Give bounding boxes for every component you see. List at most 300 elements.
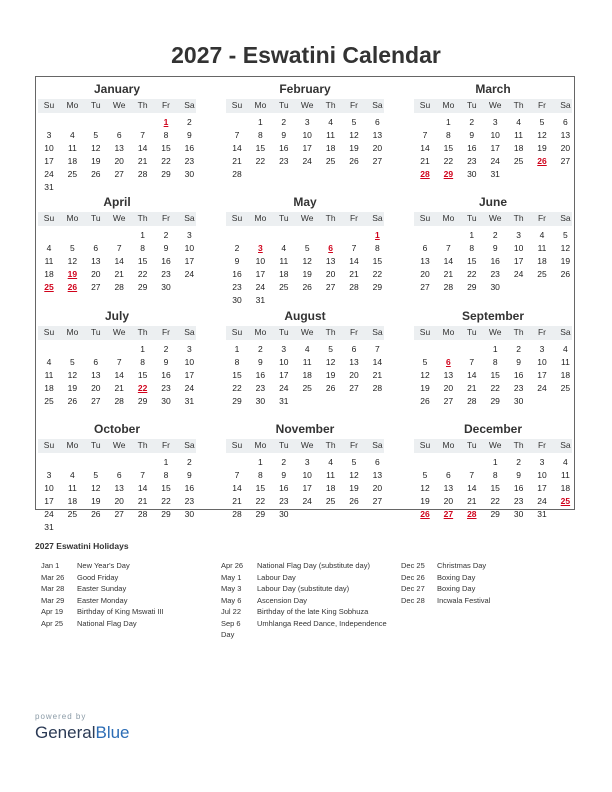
day-cell: 15 [467, 256, 477, 266]
day-cell: 7 [140, 470, 145, 480]
day-cell: 9 [234, 256, 240, 266]
day-cell: 4 [46, 243, 52, 253]
weekday-header [414, 439, 572, 453]
day-cell: 10 [255, 256, 266, 266]
day-cell: 15 [161, 143, 171, 153]
weekday-label: Mo [442, 440, 455, 450]
day-cell: 17 [44, 496, 54, 506]
day-cell: 17 [184, 370, 195, 380]
day-cell: 16 [513, 370, 524, 380]
weekday-label: Sa [184, 100, 195, 110]
holiday-name: Good Friday [77, 572, 119, 582]
day-cell: 6 [375, 117, 380, 127]
day-cell: 5 [328, 344, 333, 354]
day-cell: 4 [304, 344, 310, 354]
day-cell: 14 [232, 143, 242, 153]
day-cell: 21 [372, 370, 383, 380]
day-cell: 6 [116, 130, 122, 140]
weekday-label: Th [137, 327, 148, 337]
weekday-label: We [112, 327, 126, 337]
day-cell: 21 [137, 156, 148, 166]
weekday-label: Mo [254, 213, 267, 223]
day-cell: 8 [234, 357, 240, 367]
day-cell: 20 [443, 496, 454, 506]
holiday-name: Labour Day [257, 572, 296, 582]
holiday-name: Easter Monday [77, 595, 128, 605]
day-cell: 2 [163, 230, 169, 240]
weekday-header [38, 99, 196, 113]
day-cell: 29 [232, 396, 242, 406]
weekday-label: We [300, 327, 314, 337]
weekday-label: We [112, 440, 126, 450]
day-cell: 27 [91, 396, 101, 406]
day-cell: 31 [44, 182, 54, 192]
day-cell: 8 [469, 243, 475, 253]
month-name: June [478, 195, 507, 209]
day-cell: 26 [302, 282, 312, 292]
weekday-header [226, 326, 384, 340]
weekday-label: Th [325, 100, 336, 110]
holiday-name: Christmas Day [437, 561, 487, 570]
day-cell: 27 [114, 169, 124, 179]
holiday-date: Jul 22 [221, 607, 242, 616]
day-cell: 25 [513, 156, 524, 166]
holiday-day: 1 [375, 230, 380, 240]
day-cell: 22 [490, 383, 500, 393]
brand-part-2: Blue [95, 723, 130, 742]
day-cell: 28 [232, 169, 242, 179]
day-cell: 21 [232, 496, 242, 506]
weekday-label: We [300, 213, 314, 223]
weekday-label: Sa [372, 327, 383, 337]
day-cell: 31 [279, 396, 289, 406]
day-cell: 19 [91, 496, 101, 506]
day-cell: 16 [255, 370, 266, 380]
day-cell: 23 [184, 156, 195, 166]
day-cell: 14 [467, 483, 477, 493]
day-cell: 5 [93, 470, 99, 480]
day-cell: 12 [349, 130, 359, 140]
day-cell: 16 [467, 143, 477, 153]
weekday-label: Mo [254, 100, 267, 110]
day-cell: 19 [349, 143, 359, 153]
day-cell: 2 [258, 344, 263, 354]
day-cell: 13 [420, 256, 430, 266]
weekday-label: Th [513, 327, 524, 337]
day-cell: 25 [325, 496, 336, 506]
day-cell: 27 [114, 509, 124, 519]
day-cell: 17 [302, 483, 312, 493]
month-february [226, 82, 384, 192]
day-cell: 24 [302, 496, 312, 506]
weekday-label: Fr [349, 100, 359, 110]
holiday-date: May 3 [221, 584, 242, 593]
day-cell: 27 [349, 383, 359, 393]
day-cell: 12 [91, 143, 101, 153]
day-cell: 16 [513, 483, 524, 493]
holiday-day: 28 [420, 169, 430, 179]
weekday-header [414, 326, 572, 340]
day-cell: 7 [234, 130, 240, 140]
day-cell: 4 [563, 457, 568, 467]
day-cell: 13 [372, 130, 383, 140]
weekday-header [226, 439, 384, 453]
day-cell: 13 [91, 370, 101, 380]
day-cell: 14 [420, 143, 430, 153]
day-cell: 12 [325, 357, 336, 367]
month-name: August [284, 309, 326, 323]
day-cell: 10 [302, 470, 312, 480]
month-name: November [275, 422, 335, 436]
month-march [414, 82, 572, 192]
day-cell: 27 [372, 496, 383, 506]
day-cell: 13 [443, 483, 454, 493]
day-cell: 10 [537, 357, 547, 367]
weekday-label: Fr [161, 440, 171, 450]
day-cell: 3 [46, 130, 52, 140]
day-cell: 29 [161, 509, 171, 519]
day-cell: 28 [443, 282, 454, 292]
day-cell: 30 [513, 509, 524, 519]
day-cell: 24 [184, 383, 195, 393]
day-cell: 31 [255, 295, 266, 305]
day-cell: 29 [467, 282, 477, 292]
weekday-header [414, 99, 572, 113]
day-cell: 14 [232, 483, 242, 493]
day-cell: 19 [302, 269, 312, 279]
day-cell: 31 [490, 169, 500, 179]
weekday-label: Mo [442, 213, 455, 223]
day-cell: 4 [516, 117, 521, 127]
day-cell: 17 [537, 483, 547, 493]
weekday-label: Su [419, 213, 431, 223]
weekday-label: Su [419, 440, 431, 450]
day-cell: 11 [326, 470, 335, 480]
day-cell: 24 [279, 383, 289, 393]
holiday-date: May 6 [221, 595, 242, 605]
weekday-label: Su [43, 327, 55, 337]
day-cell: 9 [516, 357, 521, 367]
weekday-label: Tu [278, 213, 289, 223]
weekday-label: Th [513, 213, 524, 223]
weekday-label: We [488, 213, 502, 223]
weekday-label: Mo [66, 100, 79, 110]
day-cell: 29 [255, 509, 266, 519]
day-cell: 6 [116, 470, 122, 480]
day-cell: 9 [516, 470, 521, 480]
day-cell: 11 [67, 483, 77, 493]
month-may [226, 195, 384, 305]
day-cell: 23 [467, 156, 477, 166]
day-cell: 1 [140, 230, 145, 240]
day-cell: 14 [137, 143, 148, 153]
day-cell: 19 [560, 256, 571, 266]
day-cell: 19 [349, 483, 359, 493]
day-cell: 29 [161, 169, 171, 179]
day-cell: 3 [46, 470, 52, 480]
day-cell: 14 [372, 357, 383, 367]
day-cell: 10 [513, 243, 524, 253]
day-cell: 27 [420, 282, 430, 292]
day-cell: 20 [372, 483, 383, 493]
day-cell: 30 [255, 396, 266, 406]
day-cell: 5 [422, 357, 428, 367]
day-cell: 17 [44, 156, 54, 166]
holiday-day: 19 [67, 269, 78, 279]
day-cell: 20 [443, 383, 454, 393]
day-cell: 7 [116, 243, 122, 253]
day-cell: 21 [467, 496, 477, 506]
month-november [226, 422, 384, 532]
day-cell: 28 [372, 383, 383, 393]
day-cell: 25 [67, 169, 78, 179]
day-cell: 2 [469, 117, 475, 127]
day-cell: 9 [258, 357, 263, 367]
holiday-name: Easter Sunday [77, 584, 127, 593]
day-cell: 5 [93, 130, 99, 140]
day-cell: 23 [161, 383, 171, 393]
weekday-label: Sa [560, 213, 571, 223]
weekday-label: Fr [537, 213, 547, 223]
weekday-label: Sa [372, 100, 383, 110]
day-cell: 28 [349, 282, 359, 292]
day-cell: 30 [161, 282, 171, 292]
day-cell: 9 [187, 130, 192, 140]
day-cell: 22 [255, 156, 266, 166]
brand-part-1: General [35, 723, 96, 742]
day-cell: 16 [490, 256, 500, 266]
day-cell: 23 [513, 496, 524, 506]
day-cell: 2 [187, 117, 192, 127]
day-cell: 15 [255, 143, 266, 153]
weekday-label: Su [43, 440, 55, 450]
weekday-label: Mo [66, 213, 79, 223]
day-cell: 7 [375, 344, 380, 354]
day-cell: 12 [349, 470, 359, 480]
day-cell: 29 [490, 396, 500, 406]
day-cell: 25 [560, 383, 571, 393]
holiday-day: 29 [443, 169, 454, 179]
day-cell: 14 [443, 256, 454, 266]
day-cell: 8 [258, 130, 263, 140]
day-cell: 15 [372, 256, 383, 266]
weekday-label: Th [513, 440, 524, 450]
day-cell: 12 [67, 370, 78, 380]
weekday-label: We [488, 100, 502, 110]
weekday-label: Tu [90, 213, 101, 223]
weekday-label: Fr [537, 100, 547, 110]
weekday-header [226, 99, 384, 113]
holiday-day: 22 [137, 383, 148, 393]
day-cell: 31 [44, 522, 54, 532]
day-cell: 21 [114, 269, 124, 279]
day-cell: 6 [375, 457, 380, 467]
day-cell: 21 [137, 496, 148, 506]
day-cell: 2 [163, 344, 169, 354]
day-cell: 29 [137, 396, 148, 406]
day-cell: 16 [161, 256, 171, 266]
day-cell: 14 [349, 256, 359, 266]
weekday-label: Tu [90, 327, 101, 337]
day-cell: 1 [140, 344, 145, 354]
day-cell: 4 [281, 243, 287, 253]
weekday-label: Sa [560, 440, 571, 450]
weekday-label: Sa [184, 213, 195, 223]
holiday-day: 26 [537, 156, 547, 166]
day-cell: 22 [490, 496, 500, 506]
day-cell: 30 [279, 509, 289, 519]
day-cell: 21 [467, 383, 477, 393]
day-cell: 5 [70, 243, 75, 253]
day-cell: 9 [163, 357, 169, 367]
holiday-date: Mar 28 [41, 584, 65, 593]
weekday-label: Fr [161, 100, 171, 110]
holiday-name: Birthday of King Mswati III [77, 607, 164, 616]
weekday-label: Su [43, 213, 55, 223]
day-cell: 25 [325, 156, 336, 166]
day-cell: 4 [539, 230, 545, 240]
day-cell: 7 [234, 470, 240, 480]
holiday-day: 1 [163, 117, 169, 127]
weekday-label: Su [43, 100, 55, 110]
day-cell: 24 [184, 269, 195, 279]
day-cell: 2 [234, 243, 240, 253]
day-cell: 30 [232, 295, 242, 305]
day-cell: 7 [469, 470, 475, 480]
weekday-label: Th [325, 327, 336, 337]
weekday-label: Tu [278, 327, 289, 337]
weekday-label: Tu [466, 440, 477, 450]
day-cell: 26 [349, 156, 359, 166]
day-cell: 20 [349, 370, 359, 380]
day-cell: 17 [537, 370, 547, 380]
weekday-header [38, 439, 196, 453]
day-cell: 7 [116, 357, 122, 367]
day-cell: 20 [114, 496, 124, 506]
day-cell: 18 [279, 269, 289, 279]
month-name: December [463, 422, 523, 436]
day-cell: 25 [279, 282, 289, 292]
day-cell: 13 [443, 370, 454, 380]
weekday-label: Th [325, 213, 336, 223]
weekday-label: Su [419, 327, 431, 337]
day-cell: 24 [537, 496, 547, 506]
day-cell: 7 [351, 243, 357, 253]
day-cell: 23 [490, 269, 500, 279]
weekday-label: Fr [349, 440, 359, 450]
day-cell: 28 [232, 509, 242, 519]
day-cell: 8 [258, 470, 263, 480]
day-cell: 13 [560, 130, 571, 140]
day-cell: 27 [91, 282, 101, 292]
month-december [414, 422, 572, 532]
weekday-label: Sa [184, 440, 195, 450]
day-cell: 12 [560, 243, 571, 253]
day-cell: 23 [184, 496, 195, 506]
day-cell: 2 [187, 457, 192, 467]
day-cell: 28 [114, 282, 124, 292]
day-cell: 18 [325, 143, 336, 153]
day-cell: 3 [187, 230, 192, 240]
day-cell: 8 [140, 243, 145, 253]
day-cell: 22 [443, 156, 454, 166]
day-cell: 14 [114, 370, 124, 380]
day-cell: 11 [326, 130, 335, 140]
day-cell: 30 [161, 396, 171, 406]
holiday-day: 25 [44, 282, 54, 292]
day-cell: 9 [281, 470, 287, 480]
day-cell: 18 [302, 370, 312, 380]
weekday-label: Sa [560, 327, 571, 337]
weekday-label: Sa [372, 440, 383, 450]
holidays-title: 2027 Eswatini Holidays [35, 541, 129, 551]
day-cell: 10 [184, 243, 195, 253]
day-cell: 11 [537, 243, 547, 253]
holiday-day: 26 [420, 509, 430, 519]
weekday-label: Mo [442, 327, 455, 337]
weekday-header [38, 212, 196, 226]
day-cell: 24 [302, 156, 312, 166]
day-cell: 25 [67, 509, 78, 519]
day-cell: 11 [514, 130, 523, 140]
day-cell: 24 [490, 156, 500, 166]
day-cell: 21 [420, 156, 430, 166]
day-cell: 4 [70, 470, 75, 480]
weekday-label: Fr [349, 213, 359, 223]
weekday-label: Tu [90, 440, 101, 450]
day-cell: 4 [328, 117, 333, 127]
month-september [414, 309, 572, 419]
day-cell: 16 [184, 143, 195, 153]
holiday-name: National Flag Day (substitute day) [257, 561, 370, 570]
day-cell: 5 [304, 243, 310, 253]
day-cell: 31 [184, 396, 195, 406]
day-cell: 27 [325, 282, 336, 292]
day-cell: 7 [422, 130, 428, 140]
day-cell: 1 [258, 457, 263, 467]
day-cell: 16 [232, 269, 242, 279]
day-cell: 1 [446, 117, 451, 127]
month-july [38, 309, 196, 419]
weekday-header [38, 326, 196, 340]
day-cell: 30 [467, 169, 477, 179]
day-cell: 12 [537, 130, 547, 140]
day-cell: 20 [420, 269, 430, 279]
day-cell: 23 [279, 156, 289, 166]
day-cell: 5 [351, 117, 357, 127]
weekday-label: Th [513, 100, 524, 110]
day-cell: 16 [279, 143, 289, 153]
day-cell: 2 [281, 457, 287, 467]
holiday-name: New Year's Day [77, 561, 130, 570]
day-cell: 12 [91, 483, 101, 493]
weekday-label: Fr [349, 327, 359, 337]
day-cell: 10 [44, 143, 54, 153]
day-cell: 29 [137, 282, 148, 292]
month-june [414, 195, 572, 305]
day-cell: 13 [114, 143, 124, 153]
day-cell: 3 [492, 117, 498, 127]
day-cell: 10 [302, 130, 312, 140]
day-cell: 18 [537, 256, 547, 266]
day-cell: 5 [70, 357, 75, 367]
day-cell: 30 [513, 396, 524, 406]
day-cell: 23 [232, 282, 242, 292]
holiday-date: Apr 19 [41, 607, 64, 616]
holiday-date: Jan 1 [41, 561, 60, 570]
month-name: April [103, 195, 131, 209]
footer-logo [35, 712, 130, 743]
